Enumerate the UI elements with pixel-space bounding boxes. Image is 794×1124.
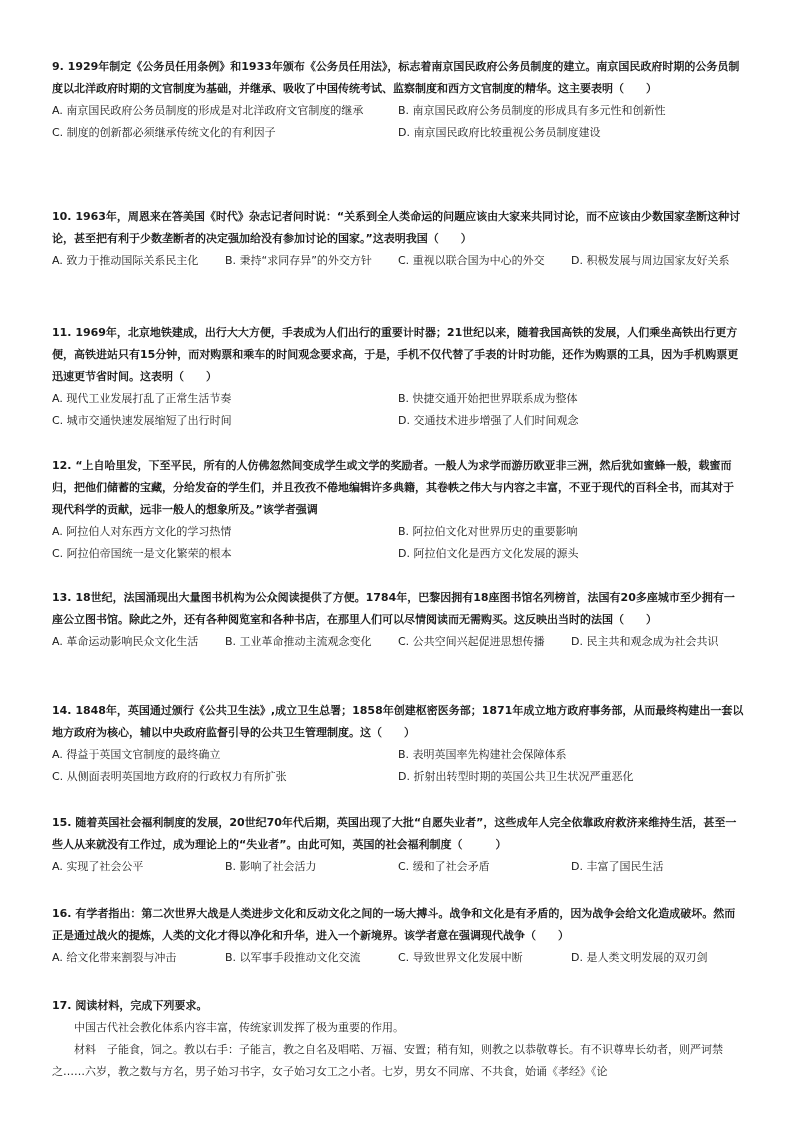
option-b: B. 表明英国率先构建社会保障体系: [398, 748, 567, 761]
option-c: C. 公共空间兴起促进思想传播: [398, 635, 545, 648]
option-c: C. 缓和了社会矛盾: [398, 860, 490, 873]
question-stem: 15. 随着英国社会福利制度的发展，20世纪70年代后期，英国出现了大批“自愿失业者”，这些成年人完全依靠政府救济来维持生活，甚至一些人从来就没有工作过，成为理论上的“失业者”。由此可知，英国的社会福利制度（ ）: [52, 816, 737, 851]
option-d: D. 折射出转型时期的英国公共卫生状况严重恶化: [398, 770, 634, 783]
option-d: D. 阿拉伯文化是西方文化发展的源头: [398, 547, 579, 560]
option-d: D. 交通技术进步增强了人们时间观念: [398, 414, 579, 427]
question-stem: 14. 1848年，英国通过颁行《公共卫生法》,成立卫生总署；1858年创建枢密医务部；1871年成立地方政府事务部，从而最终构建出一套以地方政府为核心，辅以中央政府监督引导的公共卫生管理制度。这（ ）: [52, 704, 744, 739]
option-a: A. 给文化带来割裂与冲击: [52, 951, 177, 964]
question-stem: 13. 18世纪，法国涌现出大量图书机构为公众阅读提供了方便。1784年，巴黎因拥有18座图书馆名列榜首，法国有20多座城市至少拥有一座公立图书馆。除此之外，还有各种阅览室和各种书店，在那里人们可以尽情阅读而无需购买。这反映出当时的法国（ ）: [52, 591, 735, 626]
option-a: A. 得益于英国文官制度的最终确立: [52, 748, 221, 761]
question-9: [52, 56, 744, 144]
material-text: 材料 子能食，饲之。教以右手：子能言，教之自名及唱喏、万福、安置；稍有知，则教之以恭敬尊长。有不识尊卑长幼者，则严诃禁之……六岁，教之数与方名，男子始习书字，女子始习女工之小者。七岁，男女不同席、不共食，始诵《孝经》《论: [52, 1043, 723, 1078]
question-stem: 11. 1969年，北京地铁建成，出行大大方便，手表成为人们出行的重要计时器；21世纪以来，随着我国高铁的发展，人们乘坐高铁出行更方便，高铁进站只有15分钟，而对购票和乘车的时间观念要求高，于是，手机不仅代替了手表的计时功能，还作为购票的工具，因为手机购票更迅速更节省时间。这表明（ ）: [52, 326, 739, 383]
option-c: C. 制度的创新都必须继承传统文化的有利因子: [52, 126, 276, 139]
question-11: [52, 322, 744, 432]
option-a: A. 革命运动影响民众文化生活: [52, 635, 199, 648]
question-17: [52, 995, 744, 1083]
question-stem: 10. 1963年，周恩来在答美国《时代》杂志记者问时说：“关系到全人类命运的问题应该由大家来共同讨论，而不应该由少数国家垄断这种讨论，甚至把有利于少数垄断者的决定强加给没有参加讨论的国家。”这表明我国（ ）: [52, 210, 741, 245]
option-a: A. 阿拉伯人对东西方文化的学习热情: [52, 525, 232, 538]
option-d: D. 积极发展与周边国家友好关系: [571, 254, 730, 267]
option-b: B. 工业革命推动主流观念变化: [225, 635, 372, 648]
option-b: B. 快捷交通开始把世界联系成为整体: [398, 392, 578, 405]
option-a: A. 现代工业发展打乱了正常生活节奏: [52, 392, 232, 405]
question-stem: 17. 阅读材料，完成下列要求。: [52, 999, 208, 1012]
question-stem: 9. 1929年制定《公务员任用条例》和1933年颁布《公务员任用法》，标志着南京国民政府公务员制度的建立。南京国民政府时期的公务员制度以北洋政府时期的文官制度为基础，并继承、吸收了中国传统考试、监察制度和西方文官制度的精华。这主要表明（ ）: [52, 60, 740, 95]
option-c: C. 从侧面表明英国地方政府的行政权力有所扩张: [52, 770, 287, 783]
option-d: D. 民主共和观念成为社会共识: [571, 635, 719, 648]
question-12: [52, 455, 744, 565]
option-b: B. 阿拉伯文化对世界历史的重要影响: [398, 525, 578, 538]
option-c: C. 导致世界文化发展中断: [398, 951, 523, 964]
option-c: C. 城市交通快速发展缩短了出行时间: [52, 414, 232, 427]
question-stem: 16. 有学者指出：第二次世界大战是人类进步文化和反动文化之间的一场大搏斗。战争和文化是有矛盾的，因为战争会给文化造成破坏。然而正是通过战火的提炼，人类的文化才得以净化和升华，进入一个新境界。该学者意在强调现代战争（ ）: [52, 907, 736, 942]
option-d: D. 是人类文明发展的双刃剑: [571, 951, 708, 964]
option-d: D. 丰富了国民生活: [571, 860, 664, 873]
option-b: B. 秉持“求同存异”的外交方针: [225, 254, 372, 267]
option-b: B. 以军事手段推动文化交流: [225, 951, 361, 964]
option-d: D. 南京国民政府比较重视公务员制度建设: [398, 126, 601, 139]
question-14: [52, 700, 744, 788]
option-c: C. 重视以联合国为中心的外交: [398, 254, 545, 267]
question-16: [52, 903, 744, 969]
question-13: [52, 587, 744, 653]
option-a: A. 南京国民政府公务员制度的形成是对北洋政府文官制度的继承: [52, 104, 364, 117]
question-15: [52, 812, 744, 878]
question-stem: 12. “上自哈里发，下至平民，所有的人仿佛忽然间变成学生或文学的奖励者。一般人为求学而游历欧亚非三洲，然后犹如蜜蜂一般，载蜜而归，把他们储蓄的宝藏，分给发奋的学生们，并且孜孜不倦地编辑许多典籍，其卷帙之伟大与内容之丰富，不亚于现代的百科全书，而其对于现代科学的贡献，远非一般人的想象所及。”该学者强调: [52, 459, 734, 516]
option-a: A. 致力于推动国际关系民主化: [52, 254, 199, 267]
option-b: B. 南京国民政府公务员制度的形成具有多元性和创新性: [398, 104, 666, 117]
option-c: C. 阿拉伯帝国统一是文化繁荣的根本: [52, 547, 232, 560]
option-a: A. 实现了社会公平: [52, 860, 144, 873]
option-b: B. 影响了社会活力: [225, 860, 317, 873]
material-intro: 中国古代社会教化体系内容丰富，传统家训发挥了极为重要的作用。: [74, 1021, 404, 1034]
question-10: [52, 206, 744, 272]
